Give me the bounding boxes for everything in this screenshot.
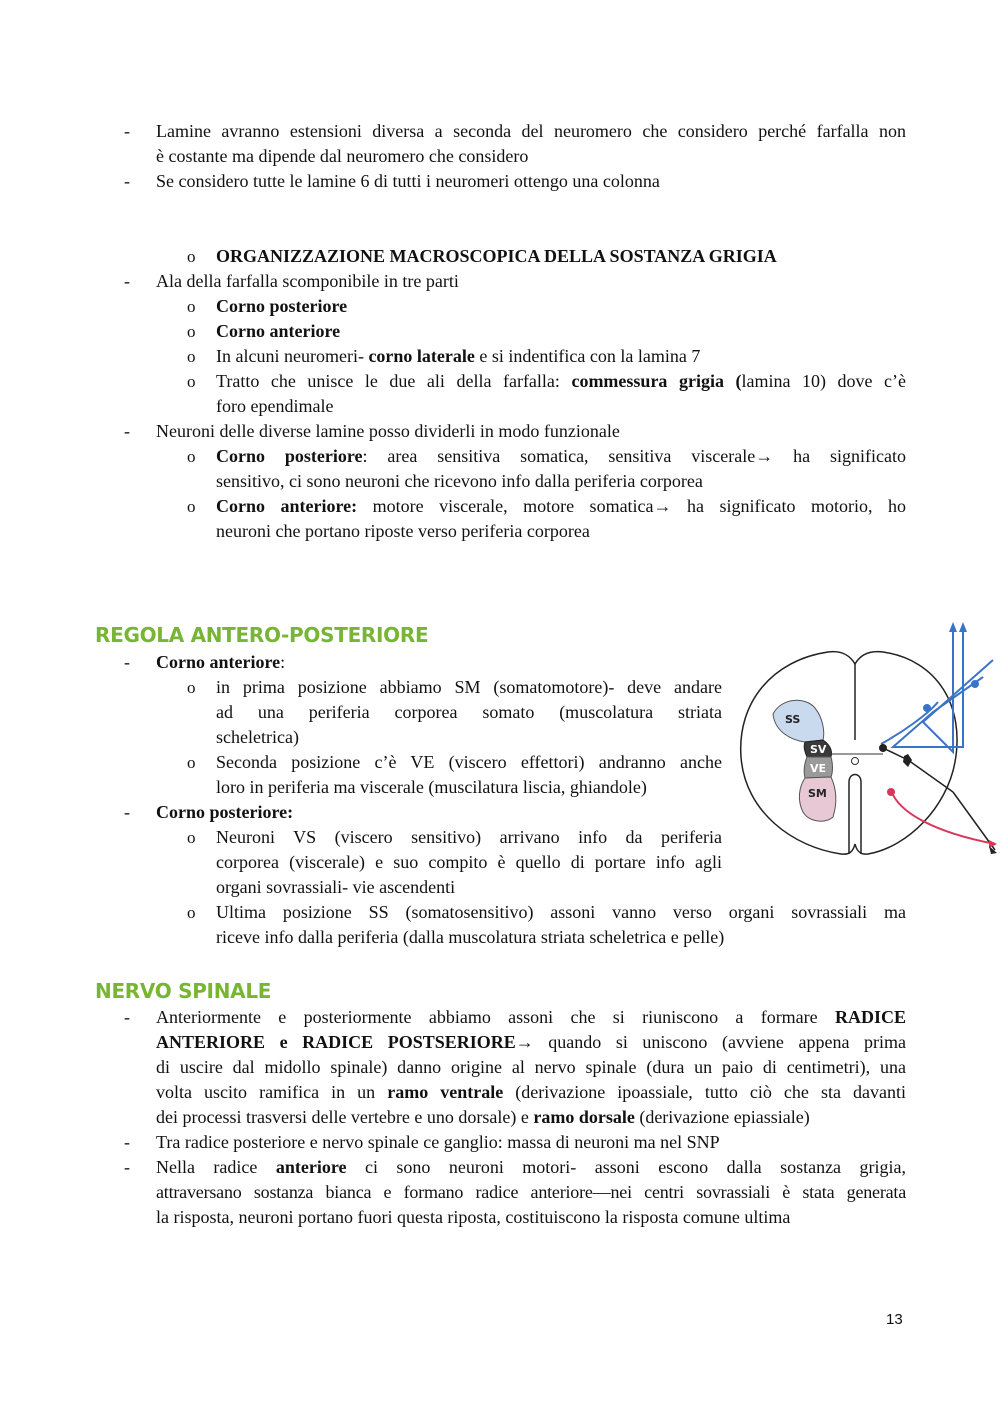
bullet-dash: - [124,421,130,441]
intro-item-1-line-1: Lamine avranno estensioni diversa a seconda del neuromero che considero perché farfalla non [156,121,906,141]
bullet-circle: o [187,297,196,316]
text: (derivazione epiassiale) [634,1107,810,1127]
bullet-dash: - [124,802,130,822]
regola-ve-line-1: Seconda posizione c’è VE (viscero effettori) andranno anche [216,752,722,772]
intro-item-2: Se considero tutte le lamine 6 di tutti i neuromeri ottengo una colonna [156,171,660,191]
macro-laterale [216,344,700,369]
bullet-circle: o [187,903,196,922]
bullet-dash: - [124,1132,130,1152]
bullet-dash: - [124,121,130,141]
label-ss: SS [785,713,801,726]
arrow-up-icon [949,622,957,632]
text: ha significato [773,446,906,466]
page-number: 13 [886,1311,903,1328]
red-neuron [887,788,895,796]
bullet-dash: - [124,271,130,291]
nervo-p2: Tra radice posteriore e nervo spinale ce ganglio: massa di neuroni ma nel SNP [156,1132,720,1152]
macro-ant-line-2: neuroni che portano riposte verso periferia corporea [216,521,590,541]
nervo-p3-line-2: attraversano sostanza bianca e formano radice anteriore—nei centri sovrassiali è stata generata [156,1182,906,1202]
text: (derivazione ipoassiale, tutto ciò che sta davanti [503,1082,906,1102]
text: : area sensitiva somatica, sensitiva viscerale [362,446,756,466]
regola-ss-line-2: riceve info dalla periferia (dalla muscolatura striata scheletrica e pelle) [216,927,725,947]
black-neuron [879,744,887,752]
macro-neuroni: Neuroni delle diverse lamine posso dividerli in modo funzionale [156,421,620,441]
bullet-dash: - [124,1157,130,1177]
bold-text: anteriore [275,1157,347,1177]
nervo-p1-line-5 [156,1105,810,1130]
nervo-p1-line-1 [156,1005,906,1030]
text: quando si uniscono (avviene appena prima [533,1032,906,1052]
label-sm: SM [808,787,827,800]
text: In alcuni neuromeri- [216,346,369,366]
label-sv: SV [810,743,827,756]
bullet-circle: o [187,322,196,341]
macro-ant-line-1 [216,494,906,519]
macro-tratto-line-1 [216,369,906,394]
bullet-circle: o [187,497,196,516]
bold-text: ramo ventrale [387,1082,504,1102]
text: Nella radice [156,1157,276,1177]
bold-text: Corno anteriore: [216,496,358,516]
bullet-circle: o [187,447,196,466]
regola-corno-anteriore [156,650,285,675]
text: volta uscito ramifica in un [156,1082,388,1102]
arrow-up-icon [959,622,967,632]
text: lamina 10) dove c’è [741,371,907,391]
regola-sm-line-1: in prima posizione abbiamo SM (somatomotore)- deve andare [216,677,722,697]
regola-sm-line-3: scheletrica) [216,727,299,747]
regola-sm-line-2: ad una periferia corporea somato (muscolatura striata [216,702,722,722]
bullet-circle: o [187,247,196,266]
blue-ganglion [971,680,979,688]
regola-ve-line-2: loro in periferia ma viscerale (muscilatura liscia, ghiandole) [216,777,647,797]
bullet-dash: - [124,652,130,672]
blue-neuron [923,704,931,712]
text: Anteriormente e posteriormente abbiamo assoni che si riuniscono a formare [156,1007,835,1027]
bold-text: Corno anteriore [156,652,281,672]
bold-text: commessura grigia ( [571,371,742,391]
text: ci sono neuroni motori- assoni escono dalla sostanza grigia, [346,1157,906,1177]
black-fiber [953,792,995,850]
macro-ala: Ala della farfalla scomponibile in tre parti [156,271,459,291]
arrow-right-icon: → [755,446,774,466]
bold-text: ramo dorsale [533,1107,635,1127]
nervo-p3-line-3: la risposta, neuroni portano fuori questa riposta, costituiscono la risposta comune ultima [156,1207,791,1227]
bullet-circle: o [187,753,196,772]
bold-text: Corno posteriore [216,446,363,466]
regola-corno-posteriore: Corno posteriore: [156,802,294,822]
macro-post-line-2: sensitivo, ci sono neuroni che ricevono info dalla periferia corporea [216,471,703,491]
intro-item-1-line-2: è costante ma dipende dal neuromero che considero [156,146,529,166]
regola-vs-line-2: corporea (viscerale) e suo compito è quello di portare info agli [216,852,722,872]
text: motore viscerale, motore somatica [357,496,654,516]
text: dei processi trasversi delle vertebre e uno dorsale) e [156,1107,534,1127]
bullet-circle: o [187,828,196,847]
bold-text: corno laterale [368,346,475,366]
bullet-circle: o [187,372,196,391]
regola-ss-line-1: Ultima posizione SS (somatosensitivo) assoni vanno verso organi sovrassiali ma [216,902,906,922]
macro-tratto-line-2: foro ependimale [216,396,334,416]
label-ve: VE [810,762,827,775]
regola-vs-line-3: organi sovrassiali- vie ascendenti [216,877,456,897]
nervo-p1-line-3: di uscire dal midollo spinale) danno origine al nervo spinale (dura un paio di centimetri), una [156,1057,906,1077]
text: : [280,652,286,672]
text: e si indentifica con la lamina 7 [474,346,701,366]
bold-text: RADICE [834,1007,906,1027]
bullet-dash: - [124,171,130,191]
spinal-cord-diagram [733,622,998,867]
arrow-right-icon: → [515,1032,534,1052]
macro-corno-anteriore: Corno anteriore [216,321,341,341]
nervo-p1-line-4 [156,1080,906,1105]
nervo-p1-line-2 [156,1030,906,1055]
section-heading-regola: REGOLA ANTERO-POSTERIORE [95,623,429,647]
macro-post-line-1 [216,444,906,469]
regola-vs-line-1: Neuroni VS (viscero sensitivo) arrivano info da periferia [216,827,722,847]
bullet-circle: o [187,678,196,697]
section-heading-nervo: NERVO SPINALE [95,979,272,1003]
bullet-circle: o [187,347,196,366]
macro-corno-posteriore: Corno posteriore [216,296,348,316]
nervo-p3-line-1 [156,1155,906,1180]
arrow-right-icon: → [653,496,672,516]
bold-text: ANTERIORE e RADICE POSTSERIORE [156,1032,516,1052]
bullet-dash: - [124,1007,130,1027]
text: ha significato motorio, ho [671,496,907,516]
text: Tratto che unisce le due ali della farfalla: [216,371,572,391]
macro-title: ORGANIZZAZIONE MACROSCOPICA DELLA SOSTANZA GRIGIA [216,246,777,266]
